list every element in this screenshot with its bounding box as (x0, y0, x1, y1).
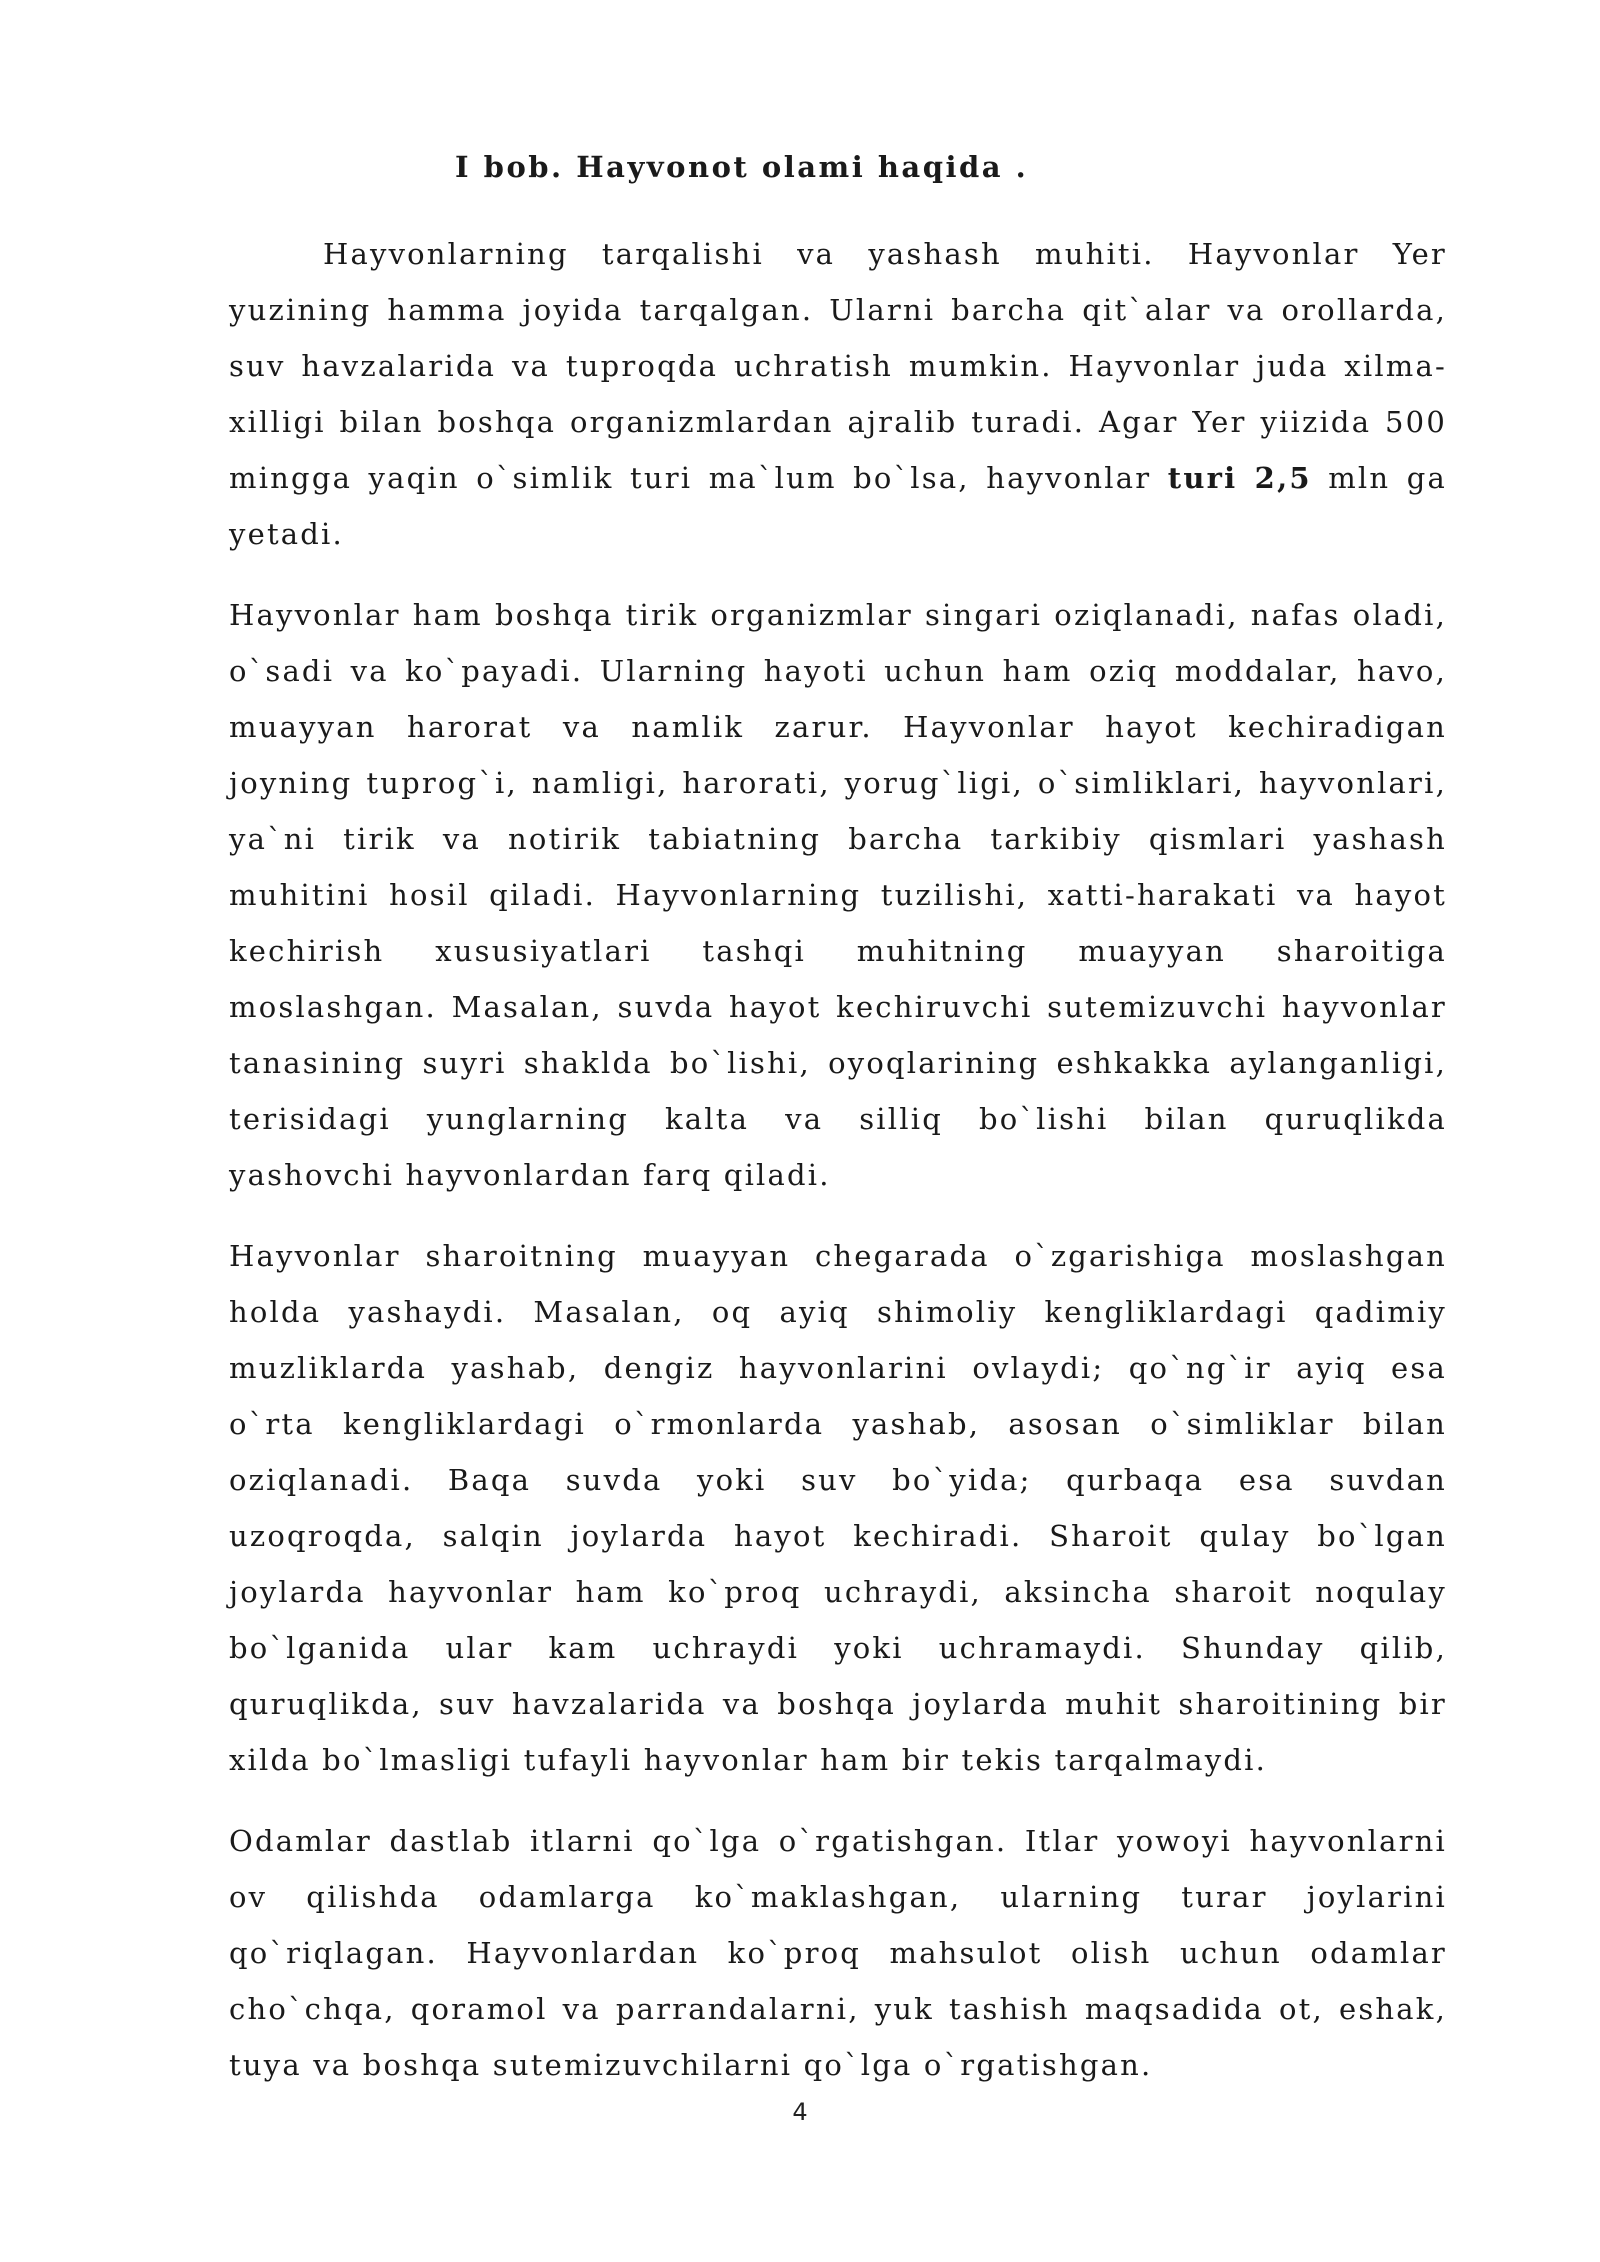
paragraph-1 (229, 226, 1447, 562)
paragraph-4: Odamlar dastlab itlarni qo`lga o`rgatishgan. Itlar yowoyi hayvonlarni ov qilishda odamlarga ko`maklashgan, ularning turar joylarini qo`riqlagan. Hayvonlardan ko`proq mahsulot olish uchun odamlar cho`chqa, qoramol va parrandalarni, yuk tashish maqsadida ot, eshak, tuya va boshqa sutemizuvchilarni qo`lga o`rgatishgan. (229, 1824, 1447, 2082)
page-number: 4 (792, 2098, 808, 2126)
paragraph-1-bold-text: turi 2,5 (1167, 461, 1312, 495)
paragraph-1-text: Hayvonlarning tarqalishi va yashash muhiti. Hayvonlar Yer yuzining hamma joyida tarqalgan. Ularni barcha qit`alar va orollarda, suv havzalarida va tuproqda uchratish mumkin. Hayvonlar juda xilma-xilligi bilan boshqa organizmlardan ajralib turadi. Agar Yer yiizida 500 mingga yaqin o`simlik turi ma`lum bo`lsa, hayvonlar (229, 237, 1447, 495)
paragraph-2: Hayvonlar ham boshqa tirik organizmlar singari oziqlanadi, nafas oladi, o`sadi va ko`payadi. Ularning hayoti uchun ham oziq moddalar, havo, muayyan harorat va namlik zarur. Hayvonlar hayot kechiradigan joyning tuprog`i, namligi, harorati, yorug`ligi, o`simliklari, hayvonlari, ya`ni tirik va notirik tabiatning barcha tarkibiy qismlari yashash muhitini hosil qiladi. Hayvonlarning tuzilishi, xatti-harakati va hayot kechirish xususiyatlari tashqi muhitning muayyan sharoitiga moslashgan. Masalan, suvda hayot kechiruvchi sutemizuvchi hayvonlar tanasining suyri shaklda bo`lishi, oyoqlarining eshkakka aylanganligi, terisidagi yunglarning kalta va silliq bo`lishi bilan quruqlikda yashovchi hayvonlardan farq qiladi. (229, 598, 1447, 1192)
paragraph-3: Hayvonlar sharoitning muayyan chegarada o`zgarishiga moslashgan holda yashaydi. Masalan, oq ayiq shimoliy kengliklardagi qadimiy muzliklarda yashab, dengiz hayvonlarini ovlaydi; qo`ng`ir ayiq esa o`rta kengliklardagi o`rmonlarda yashab, asosan o`simliklar bilan oziqlanadi. Baqa suvda yoki suv bo`yida; qurbaqa esa suvdan uzoqroqda, salqin joylarda hayot kechiradi. Sharoit qulay bo`lgan joylarda hayvonlar ham ko`proq uchraydi, aksincha sharoit noqulay bo`lganida ular kam uchraydi yoki uchramaydi. Shunday qilib, quruqlikda, suv havzalarida va boshqa joylarda muhit sharoitining bir xilda bo`lmasligi tufayli hayvonlar ham bir tekis tarqalmaydi. (229, 1239, 1447, 1777)
paragraph-1-text-end: mln ga yetadi. (229, 461, 1447, 551)
chapter-title: I bob. Hayvonot olami haqida . (455, 150, 1029, 184)
document-body (229, 226, 1447, 2118)
